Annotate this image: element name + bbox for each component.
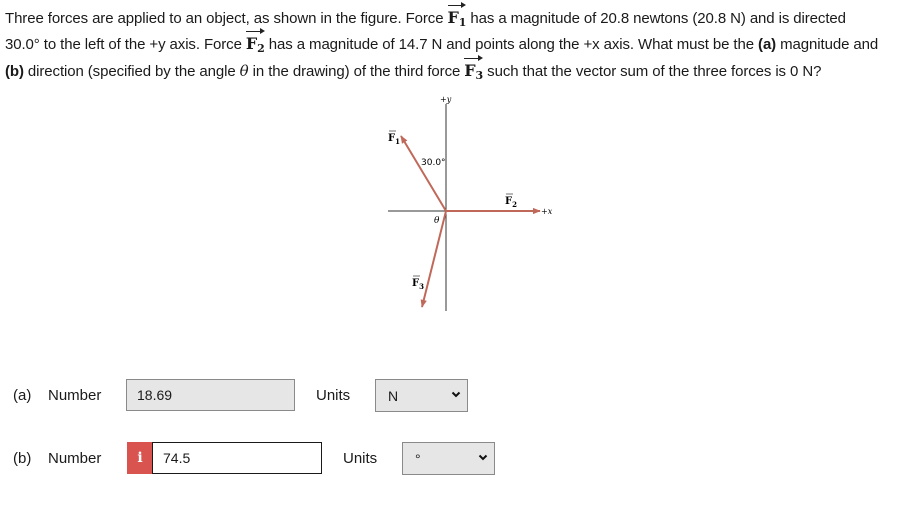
f3-label: $F_3$: [412, 278, 424, 291]
problem-text: Three forces are applied to an object, as shown in the figure. Force: [5, 10, 448, 27]
number-input-a[interactable]: 18.69: [126, 379, 295, 411]
number-input-b[interactable]: 74.5: [152, 442, 322, 474]
theta-label: θ: [434, 216, 440, 226]
f1-arrow: [401, 136, 446, 211]
info-icon[interactable]: i: [127, 442, 153, 474]
problem-text: in the drawing) of the third force: [248, 63, 465, 80]
f1-label: $F_1$: [388, 133, 400, 146]
x-axis-label: +x: [541, 207, 553, 216]
number-label-a: Number: [48, 387, 102, 404]
vector-f1: $F_1$: [447, 8, 467, 29]
problem-text: has a magnitude of 14.7 N and points along the +x axis. What must be the: [264, 36, 759, 53]
part-a-label: (a): [13, 387, 32, 404]
units-label-a: Units: [316, 387, 351, 404]
chevron-down-icon: [478, 452, 488, 462]
vector-f3: $F_3$: [464, 61, 484, 82]
y-axis-label: +y: [440, 95, 452, 104]
units-select-b[interactable]: [402, 442, 495, 475]
f2-label: $F_2$: [505, 196, 517, 209]
part-a-marker: (a): [758, 36, 777, 53]
units-select-a-value: N: [388, 387, 399, 404]
part-b-marker: (b): [5, 63, 24, 80]
number-label-b: Number: [48, 450, 102, 467]
units-select-b-value: °: [415, 450, 421, 467]
problem-text: such that the vector sum of the three forces is 0 N?: [483, 63, 822, 80]
units-label-b: Units: [343, 450, 378, 467]
angle-30-label: 30.0°: [421, 158, 446, 168]
vector-f2: $F_2$: [245, 34, 265, 55]
problem-text: 30.0° to the left of the +y axis. Force: [5, 36, 246, 53]
problem-text: has a magnitude of 20.8 newtons (20.8 N) and is directed: [466, 10, 846, 27]
units-select-a[interactable]: [375, 379, 468, 412]
part-b-label: (b): [13, 450, 32, 467]
theta-symbol: θ: [239, 62, 249, 80]
problem-text: magnitude and: [776, 36, 879, 53]
problem-text: direction (specified by the angle: [23, 63, 240, 80]
chevron-down-icon: [451, 389, 461, 399]
